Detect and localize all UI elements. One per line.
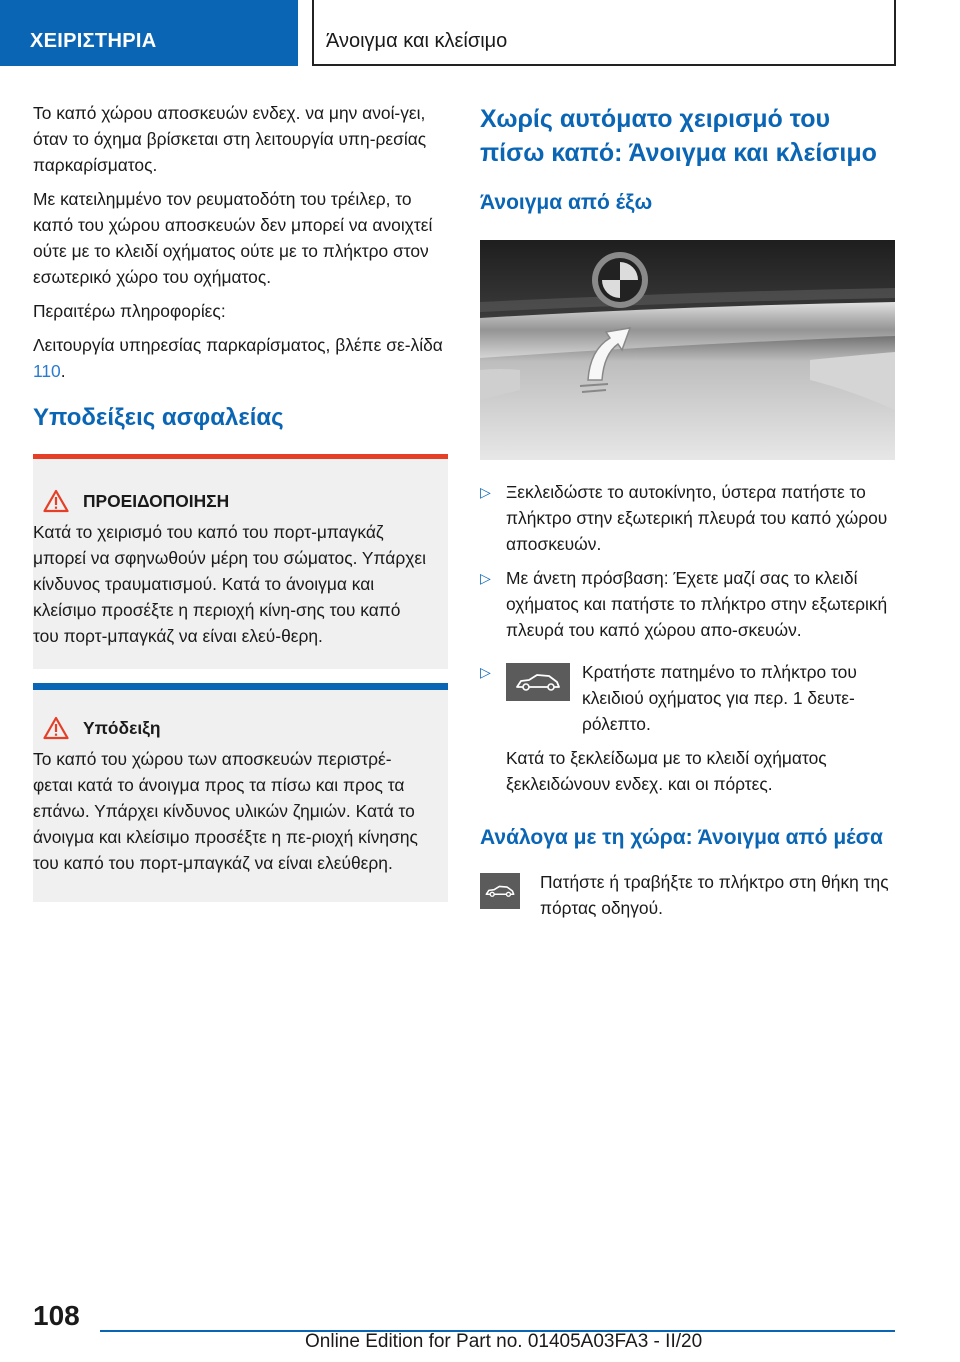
warning-box xyxy=(33,454,448,669)
step-1 xyxy=(480,479,895,557)
notice-triangle-icon xyxy=(43,716,69,740)
step-3 xyxy=(480,659,895,737)
paragraph-trunk-service-mode: Το καπό χώρου αποσκευών ενδεχ. να μην ανοί-γει, όταν το όχημα βρίσκεται στη λειτουργία υπη-ρεσίας παρκαρίσματος. xyxy=(33,103,427,175)
safety-heading: Υποδείξεις ασφαλείας xyxy=(33,404,284,431)
page-reference-end: . xyxy=(60,361,66,381)
car-trunk-door-button-icon xyxy=(480,873,520,909)
footer-edition: Online Edition for Part no. 01405A03FA3 - II/20 xyxy=(305,1331,703,1352)
page-reference-text: Λειτουργία υπηρεσίας παρκαρίσματος, βλέπε σε-λίδα xyxy=(33,335,443,355)
notice-box xyxy=(33,683,448,902)
inside-button-text: Πατήστε ή τραβήξτε το πλήκτρο στη θήκη της πόρτας οδηγού. xyxy=(540,872,889,918)
paragraph-page-reference xyxy=(33,332,448,384)
left-column xyxy=(33,100,448,916)
notice-text: Το καπό του χώρου των αποσκευών περιστρέ-φεται κατά το άνοιγμα προς τα πίσω και προς τα επάνω. Υπάρχει κίνδυνος υλικών ζημιών. Κατά το άνοιγμα και κλείσιμο προσέξτε η πε-ριοχή κίνησης του καπό του πορτ-μπαγκάζ να είναι ελεύθερη. xyxy=(33,749,418,873)
step-bullet-icon: ▷ xyxy=(480,570,491,586)
warning-title: ΠΡΟΕΙΔΟΠΟΙΗΣΗ xyxy=(83,490,230,511)
unlock-doors-note: Κατά το ξεκλείδωμα με το κλειδί οχήματος ξεκλειδώνουν ενδεχ. και οι πόρτες. xyxy=(506,748,827,794)
opening-from-outside-heading: Άνοιγμα από έξω xyxy=(480,191,653,214)
car-trunk-key-button-icon xyxy=(506,663,570,701)
step-3-content xyxy=(506,659,895,737)
step-1-text: Ξεκλειδώστε το αυτοκίνητο, ύστερα πατήστε το πλήκτρο στην εξωτερική πλευρά του καπό χώρου αποσκευών. xyxy=(506,482,888,554)
opening-from-inside-heading: Ανάλογα με τη χώρα: Άνοιγμα από μέσα xyxy=(480,826,883,849)
paragraph-trailer-socket: Με κατειλημμένο τον ρευματοδότη του τρέιλερ, το καπό του χώρου αποσκευών δεν μπορεί να ανοιχτεί ούτε με το κλειδί οχήματος ούτε με το πλήκτρο στον εσωτερικό χώρο του οχήματος. xyxy=(33,189,433,287)
page-link-110[interactable]: 110 xyxy=(33,361,61,381)
header-section-tab: ΧΕΙΡΙΣΤΗΡΙΑ xyxy=(0,0,298,66)
step-3-text: Κρατήστε πατημένο το πλήκτρο του κλειδιού οχήματος για περ. 1 δευτε-ρόλεπτο. xyxy=(582,662,857,734)
step-bullet-icon: ▷ xyxy=(480,664,491,680)
step-2 xyxy=(480,565,895,643)
paragraph-more-info: Περαιτέρω πληροφορίες: xyxy=(33,301,226,321)
step-bullet-icon: ▷ xyxy=(480,484,491,500)
header-page-title: Άνοιγμα και κλείσιμο xyxy=(312,0,896,66)
step-2-text: Με άνετη πρόσβαση: Έχετε μαζί σας το κλειδί οχήματος και πατήστε το πλήκτρο στην εξωτερική πλευρά του καπό χώρου απο-σκευών. xyxy=(506,568,888,640)
page-number: 108 xyxy=(33,1300,80,1331)
inside-button-row xyxy=(480,869,895,929)
notice-title: Υπόδειξη xyxy=(83,717,161,738)
right-column xyxy=(480,100,895,929)
warning-triangle-icon xyxy=(43,489,69,513)
trunk-button-photo xyxy=(480,240,895,460)
warning-text: Κατά το χειρισμό του καπό του πορτ-μπαγκάζ μπορεί να σφηνωθούν μέρη του σώματος. Υπάρχει κίνδυνος τραυματισμού. Κατά το άνοιγμα και κλείσιμο προσέξτε η περιοχή κίνη-σης του καπό του πορτ-μπαγκάζ να είναι ελεύ-θερη. xyxy=(33,522,426,646)
manual-operation-heading: Χωρίς αυτόματο χειρισμό του πίσω καπό: Άνοιγμα και κλείσιμο xyxy=(480,105,877,167)
